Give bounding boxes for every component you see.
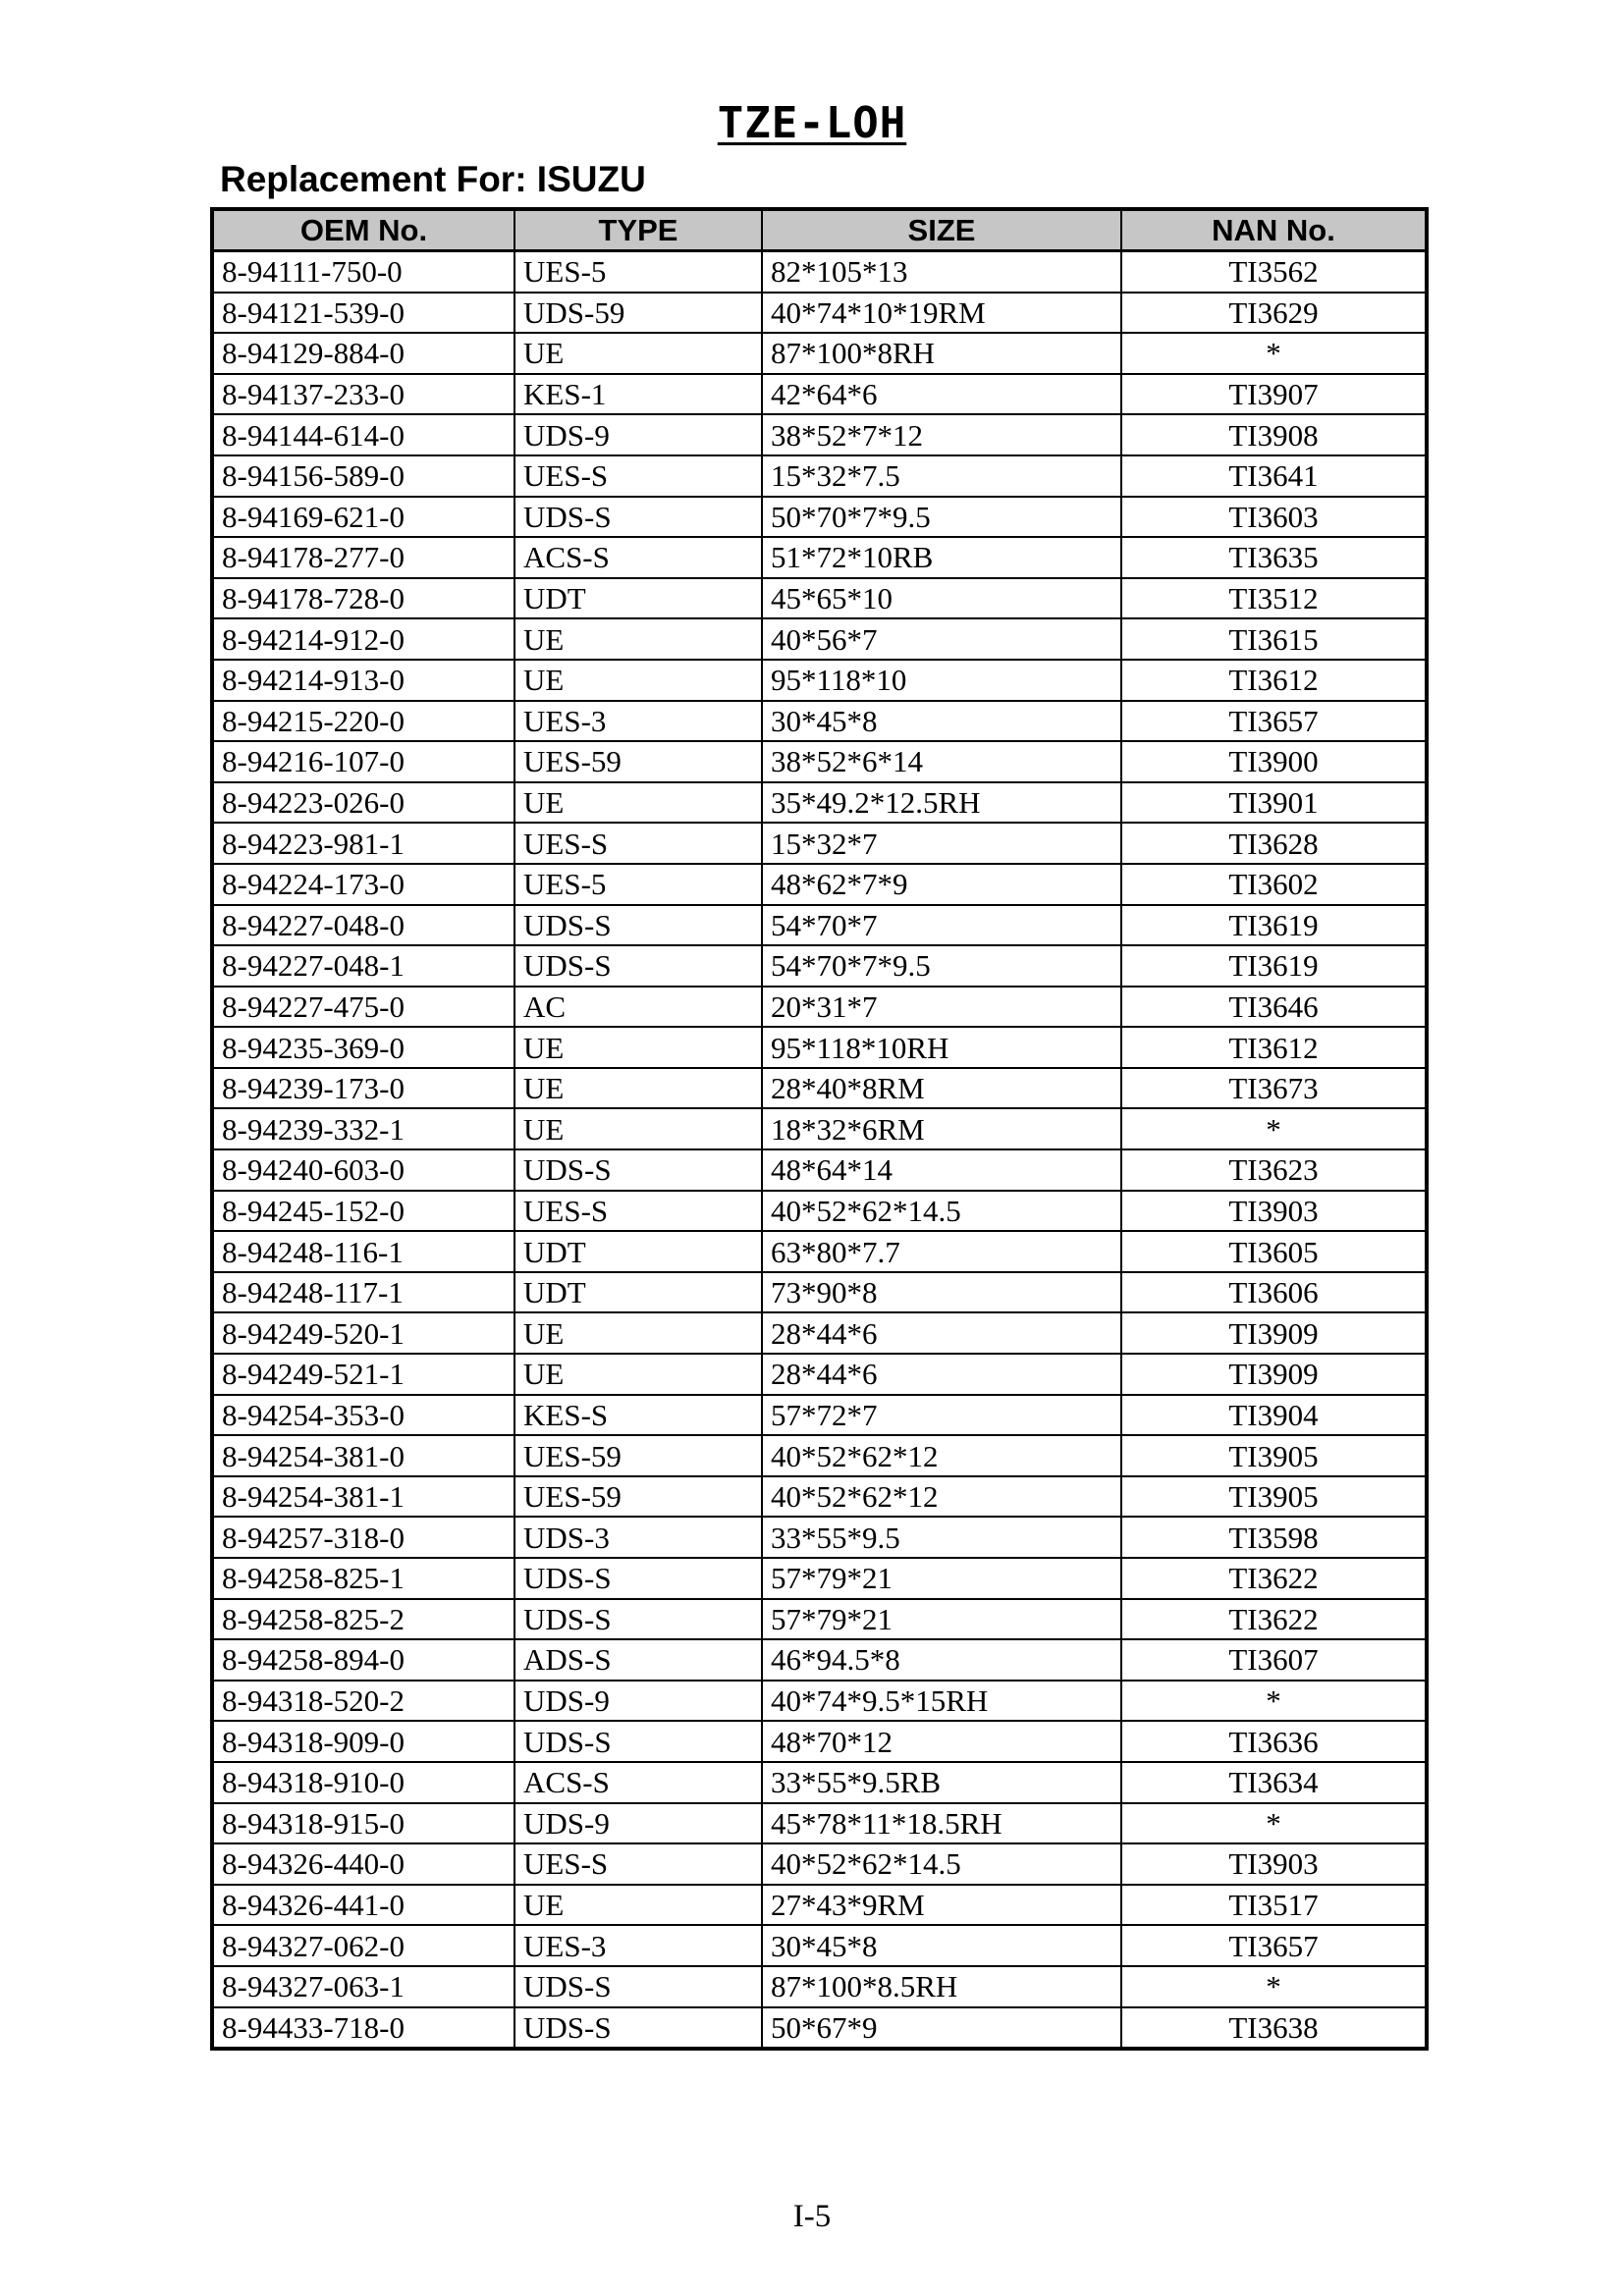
oem-number-cell: 8-94121-539-0 <box>212 293 514 334</box>
nan-number-cell: TI3622 <box>1121 1558 1427 1599</box>
table-row <box>212 945 1427 987</box>
table-row <box>212 251 1427 293</box>
oem-number-cell: 8-94258-825-1 <box>212 1558 514 1599</box>
nan-number-cell: TI3635 <box>1121 537 1427 578</box>
size-cell: 28*44*6 <box>762 1354 1121 1395</box>
header-oem-no: OEM No. <box>212 209 514 251</box>
nan-number-cell: TI3901 <box>1121 782 1427 824</box>
nan-number-cell: TI3605 <box>1121 1231 1427 1272</box>
size-cell: 40*52*62*14.5 <box>762 1843 1121 1885</box>
oem-number-cell: 8-94137-233-0 <box>212 374 514 415</box>
oem-number-cell: 8-94227-048-0 <box>212 905 514 946</box>
table-row <box>212 1599 1427 1640</box>
oem-number-cell: 8-94433-718-0 <box>212 2007 514 2050</box>
oem-number-cell: 8-94245-152-0 <box>212 1191 514 1232</box>
type-cell: AC <box>514 987 762 1028</box>
table-row <box>212 1108 1427 1149</box>
nan-number-cell: TI3623 <box>1121 1149 1427 1191</box>
nan-number-cell: TI3607 <box>1121 1639 1427 1681</box>
size-cell: 28*40*8RM <box>762 1068 1121 1109</box>
header-size: SIZE <box>762 209 1121 251</box>
table-row <box>212 537 1427 578</box>
table-row <box>212 1966 1427 2007</box>
table-row <box>212 455 1427 497</box>
type-cell: UDT <box>514 578 762 619</box>
document-title: TZE-LOH <box>717 98 907 148</box>
table-body <box>212 251 1427 2050</box>
table-row <box>212 1068 1427 1109</box>
nan-number-cell: TI3619 <box>1121 905 1427 946</box>
oem-number-cell: 8-94235-369-0 <box>212 1027 514 1068</box>
oem-number-cell: 8-94248-117-1 <box>212 1272 514 1313</box>
table-row <box>212 864 1427 905</box>
type-cell: UES-5 <box>514 864 762 905</box>
type-cell: UES-3 <box>514 1925 762 1966</box>
oem-number-cell: 8-94156-589-0 <box>212 455 514 497</box>
type-cell: UE <box>514 1312 762 1354</box>
size-cell: 38*52*7*12 <box>762 414 1121 455</box>
type-cell: UES-59 <box>514 1435 762 1476</box>
oem-number-cell: 8-94248-116-1 <box>212 1231 514 1272</box>
size-cell: 50*70*7*9.5 <box>762 497 1121 538</box>
table-row <box>212 414 1427 455</box>
size-cell: 95*118*10RH <box>762 1027 1121 1068</box>
oem-number-cell: 8-94214-912-0 <box>212 618 514 660</box>
nan-number-cell: TI3908 <box>1121 414 1427 455</box>
size-cell: 35*49.2*12.5RH <box>762 782 1121 824</box>
nan-number-cell: TI3904 <box>1121 1395 1427 1436</box>
oem-number-cell: 8-94178-728-0 <box>212 578 514 619</box>
nan-number-cell: * <box>1121 1108 1427 1149</box>
nan-number-cell: * <box>1121 1681 1427 1722</box>
type-cell: UDT <box>514 1272 762 1313</box>
type-cell: UDS-59 <box>514 293 762 334</box>
nan-number-cell: TI3634 <box>1121 1762 1427 1803</box>
table-row <box>212 1721 1427 1762</box>
type-cell: ADS-S <box>514 1639 762 1681</box>
replacement-subtitle: Replacement For: ISUZU <box>220 159 646 199</box>
table-row <box>212 1885 1427 1926</box>
nan-number-cell: TI3602 <box>1121 864 1427 905</box>
oem-number-cell: 8-94327-063-1 <box>212 1966 514 2007</box>
type-cell: ACS-S <box>514 537 762 578</box>
table-row <box>212 293 1427 334</box>
nan-number-cell: TI3638 <box>1121 2007 1427 2050</box>
size-cell: 48*70*12 <box>762 1721 1121 1762</box>
table-row <box>212 1517 1427 1558</box>
nan-number-cell: TI3612 <box>1121 660 1427 701</box>
size-cell: 33*55*9.5 <box>762 1517 1121 1558</box>
oem-number-cell: 8-94249-520-1 <box>212 1312 514 1354</box>
size-cell: 73*90*8 <box>762 1272 1121 1313</box>
size-cell: 15*32*7.5 <box>762 455 1121 497</box>
oem-number-cell: 8-94254-381-0 <box>212 1435 514 1476</box>
oem-number-cell: 8-94239-173-0 <box>212 1068 514 1109</box>
type-cell: UES-S <box>514 1843 762 1885</box>
oem-number-cell: 8-94318-909-0 <box>212 1721 514 1762</box>
size-cell: 30*45*8 <box>762 701 1121 742</box>
nan-number-cell: TI3657 <box>1121 701 1427 742</box>
nan-number-cell: TI3598 <box>1121 1517 1427 1558</box>
type-cell: UDS-9 <box>514 1803 762 1844</box>
nan-number-cell: TI3512 <box>1121 578 1427 619</box>
type-cell: UES-S <box>514 823 762 864</box>
table-row <box>212 741 1427 782</box>
nan-number-cell: TI3909 <box>1121 1312 1427 1354</box>
table-row <box>212 987 1427 1028</box>
type-cell: UDS-S <box>514 905 762 946</box>
type-cell: ACS-S <box>514 1762 762 1803</box>
table-header-row <box>212 209 1427 251</box>
type-cell: UES-59 <box>514 1476 762 1518</box>
oem-number-cell: 8-94258-825-2 <box>212 1599 514 1640</box>
size-cell: 48*64*14 <box>762 1149 1121 1191</box>
type-cell: UE <box>514 782 762 824</box>
type-cell: UDS-9 <box>514 1681 762 1722</box>
type-cell: KES-1 <box>514 374 762 415</box>
nan-number-cell: TI3629 <box>1121 293 1427 334</box>
oem-number-cell: 8-94257-318-0 <box>212 1517 514 1558</box>
size-cell: 40*52*62*12 <box>762 1435 1121 1476</box>
type-cell: KES-S <box>514 1395 762 1436</box>
oem-number-cell: 8-94326-440-0 <box>212 1843 514 1885</box>
type-cell: UES-S <box>514 455 762 497</box>
oem-number-cell: 8-94111-750-0 <box>212 251 514 293</box>
type-cell: UDS-S <box>514 1599 762 1640</box>
table-row <box>212 1435 1427 1476</box>
type-cell: UDS-S <box>514 2007 762 2050</box>
oem-number-cell: 8-94318-520-2 <box>212 1681 514 1722</box>
type-cell: UDS-S <box>514 1966 762 2007</box>
type-cell: UES-59 <box>514 741 762 782</box>
table-row <box>212 1681 1427 1722</box>
size-cell: 27*43*9RM <box>762 1885 1121 1926</box>
table-row <box>212 905 1427 946</box>
size-cell: 45*78*11*18.5RH <box>762 1803 1121 1844</box>
size-cell: 38*52*6*14 <box>762 741 1121 782</box>
type-cell: UE <box>514 1027 762 1068</box>
table-row <box>212 1476 1427 1518</box>
nan-number-cell: * <box>1121 1803 1427 1844</box>
table-row <box>212 1395 1427 1436</box>
size-cell: 45*65*10 <box>762 578 1121 619</box>
nan-number-cell: TI3673 <box>1121 1068 1427 1109</box>
size-cell: 87*100*8.5RH <box>762 1966 1121 2007</box>
nan-number-cell: TI3612 <box>1121 1027 1427 1068</box>
table-row <box>212 1312 1427 1354</box>
nan-number-cell: TI3619 <box>1121 945 1427 987</box>
nan-number-cell: * <box>1121 333 1427 374</box>
nan-number-cell: TI3603 <box>1121 497 1427 538</box>
nan-number-cell: TI3646 <box>1121 987 1427 1028</box>
type-cell: UDS-9 <box>514 414 762 455</box>
size-cell: 18*32*6RM <box>762 1108 1121 1149</box>
nan-number-cell: TI3907 <box>1121 374 1427 415</box>
table-row <box>212 578 1427 619</box>
oem-number-cell: 8-94318-910-0 <box>212 1762 514 1803</box>
table-row <box>212 1925 1427 1966</box>
table-row <box>212 701 1427 742</box>
size-cell: 51*72*10RB <box>762 537 1121 578</box>
oem-number-cell: 8-94224-173-0 <box>212 864 514 905</box>
table-row <box>212 618 1427 660</box>
table-row <box>212 1191 1427 1232</box>
table-row <box>212 374 1427 415</box>
oem-number-cell: 8-94254-353-0 <box>212 1395 514 1436</box>
oem-number-cell: 8-94258-894-0 <box>212 1639 514 1681</box>
nan-number-cell: TI3657 <box>1121 1925 1427 1966</box>
table-row <box>212 1272 1427 1313</box>
oem-number-cell: 8-94215-220-0 <box>212 701 514 742</box>
oem-number-cell: 8-94169-621-0 <box>212 497 514 538</box>
table-row <box>212 333 1427 374</box>
type-cell: UE <box>514 660 762 701</box>
size-cell: 87*100*8RH <box>762 333 1121 374</box>
page-number: I-5 <box>792 2199 832 2234</box>
table-row <box>212 497 1427 538</box>
size-cell: 40*56*7 <box>762 618 1121 660</box>
nan-number-cell: TI3641 <box>1121 455 1427 497</box>
nan-number-cell: TI3903 <box>1121 1843 1427 1885</box>
oem-number-cell: 8-94178-277-0 <box>212 537 514 578</box>
table-row <box>212 1639 1427 1681</box>
oem-number-cell: 8-94326-441-0 <box>212 1885 514 1926</box>
table-row <box>212 1803 1427 1844</box>
oem-number-cell: 8-94254-381-1 <box>212 1476 514 1518</box>
type-cell: UES-3 <box>514 701 762 742</box>
nan-number-cell: TI3615 <box>1121 618 1427 660</box>
table-row <box>212 1149 1427 1191</box>
size-cell: 42*64*6 <box>762 374 1121 415</box>
header-type: TYPE <box>514 209 762 251</box>
nan-number-cell: TI3622 <box>1121 1599 1427 1640</box>
nan-number-cell: TI3900 <box>1121 741 1427 782</box>
nan-number-cell: TI3606 <box>1121 1272 1427 1313</box>
type-cell: UES-5 <box>514 251 762 293</box>
table-row <box>212 1027 1427 1068</box>
size-cell: 15*32*7 <box>762 823 1121 864</box>
type-cell: UDS-S <box>514 1149 762 1191</box>
table-row <box>212 1843 1427 1885</box>
size-cell: 50*67*9 <box>762 2007 1121 2050</box>
table-row <box>212 782 1427 824</box>
size-cell: 30*45*8 <box>762 1925 1121 1966</box>
oem-number-cell: 8-94214-913-0 <box>212 660 514 701</box>
type-cell: UE <box>514 1068 762 1109</box>
oem-number-cell: 8-94144-614-0 <box>212 414 514 455</box>
size-cell: 20*31*7 <box>762 987 1121 1028</box>
nan-number-cell: TI3903 <box>1121 1191 1427 1232</box>
size-cell: 40*74*10*19RM <box>762 293 1121 334</box>
table-row <box>212 823 1427 864</box>
type-cell: UDS-S <box>514 497 762 538</box>
nan-number-cell: TI3909 <box>1121 1354 1427 1395</box>
nan-number-cell: TI3636 <box>1121 1721 1427 1762</box>
type-cell: UE <box>514 618 762 660</box>
header-nan-no: NAN No. <box>1121 209 1427 251</box>
type-cell: UDT <box>514 1231 762 1272</box>
type-cell: UE <box>514 333 762 374</box>
size-cell: 57*72*7 <box>762 1395 1121 1436</box>
type-cell: UE <box>514 1885 762 1926</box>
size-cell: 40*52*62*12 <box>762 1476 1121 1518</box>
table-row <box>212 1558 1427 1599</box>
oem-number-cell: 8-94216-107-0 <box>212 741 514 782</box>
size-cell: 57*79*21 <box>762 1599 1121 1640</box>
type-cell: UDS-S <box>514 945 762 987</box>
table-row <box>212 1762 1427 1803</box>
nan-number-cell: TI3628 <box>1121 823 1427 864</box>
size-cell: 40*52*62*14.5 <box>762 1191 1121 1232</box>
nan-number-cell: TI3905 <box>1121 1435 1427 1476</box>
parts-cross-reference-table <box>210 207 1429 2051</box>
oem-number-cell: 8-94223-981-1 <box>212 823 514 864</box>
size-cell: 40*74*9.5*15RH <box>762 1681 1121 1722</box>
oem-number-cell: 8-94129-884-0 <box>212 333 514 374</box>
size-cell: 57*79*21 <box>762 1558 1121 1599</box>
size-cell: 82*105*13 <box>762 251 1121 293</box>
type-cell: UDS-S <box>514 1558 762 1599</box>
type-cell: UDS-3 <box>514 1517 762 1558</box>
oem-number-cell: 8-94227-048-1 <box>212 945 514 987</box>
nan-number-cell: TI3562 <box>1121 251 1427 293</box>
table-row <box>212 660 1427 701</box>
size-cell: 54*70*7*9.5 <box>762 945 1121 987</box>
table-row <box>212 1231 1427 1272</box>
size-cell: 63*80*7.7 <box>762 1231 1121 1272</box>
size-cell: 54*70*7 <box>762 905 1121 946</box>
oem-number-cell: 8-94327-062-0 <box>212 1925 514 1966</box>
oem-number-cell: 8-94223-026-0 <box>212 782 514 824</box>
oem-number-cell: 8-94318-915-0 <box>212 1803 514 1844</box>
size-cell: 46*94.5*8 <box>762 1639 1121 1681</box>
table-row <box>212 2007 1427 2050</box>
nan-number-cell: * <box>1121 1966 1427 2007</box>
type-cell: UE <box>514 1108 762 1149</box>
size-cell: 48*62*7*9 <box>762 864 1121 905</box>
type-cell: UDS-S <box>514 1721 762 1762</box>
type-cell: UE <box>514 1354 762 1395</box>
size-cell: 95*118*10 <box>762 660 1121 701</box>
type-cell: UES-S <box>514 1191 762 1232</box>
oem-number-cell: 8-94239-332-1 <box>212 1108 514 1149</box>
nan-number-cell: TI3905 <box>1121 1476 1427 1518</box>
size-cell: 33*55*9.5RB <box>762 1762 1121 1803</box>
size-cell: 28*44*6 <box>762 1312 1121 1354</box>
oem-number-cell: 8-94249-521-1 <box>212 1354 514 1395</box>
oem-number-cell: 8-94227-475-0 <box>212 987 514 1028</box>
oem-number-cell: 8-94240-603-0 <box>212 1149 514 1191</box>
table-row <box>212 1354 1427 1395</box>
nan-number-cell: TI3517 <box>1121 1885 1427 1926</box>
